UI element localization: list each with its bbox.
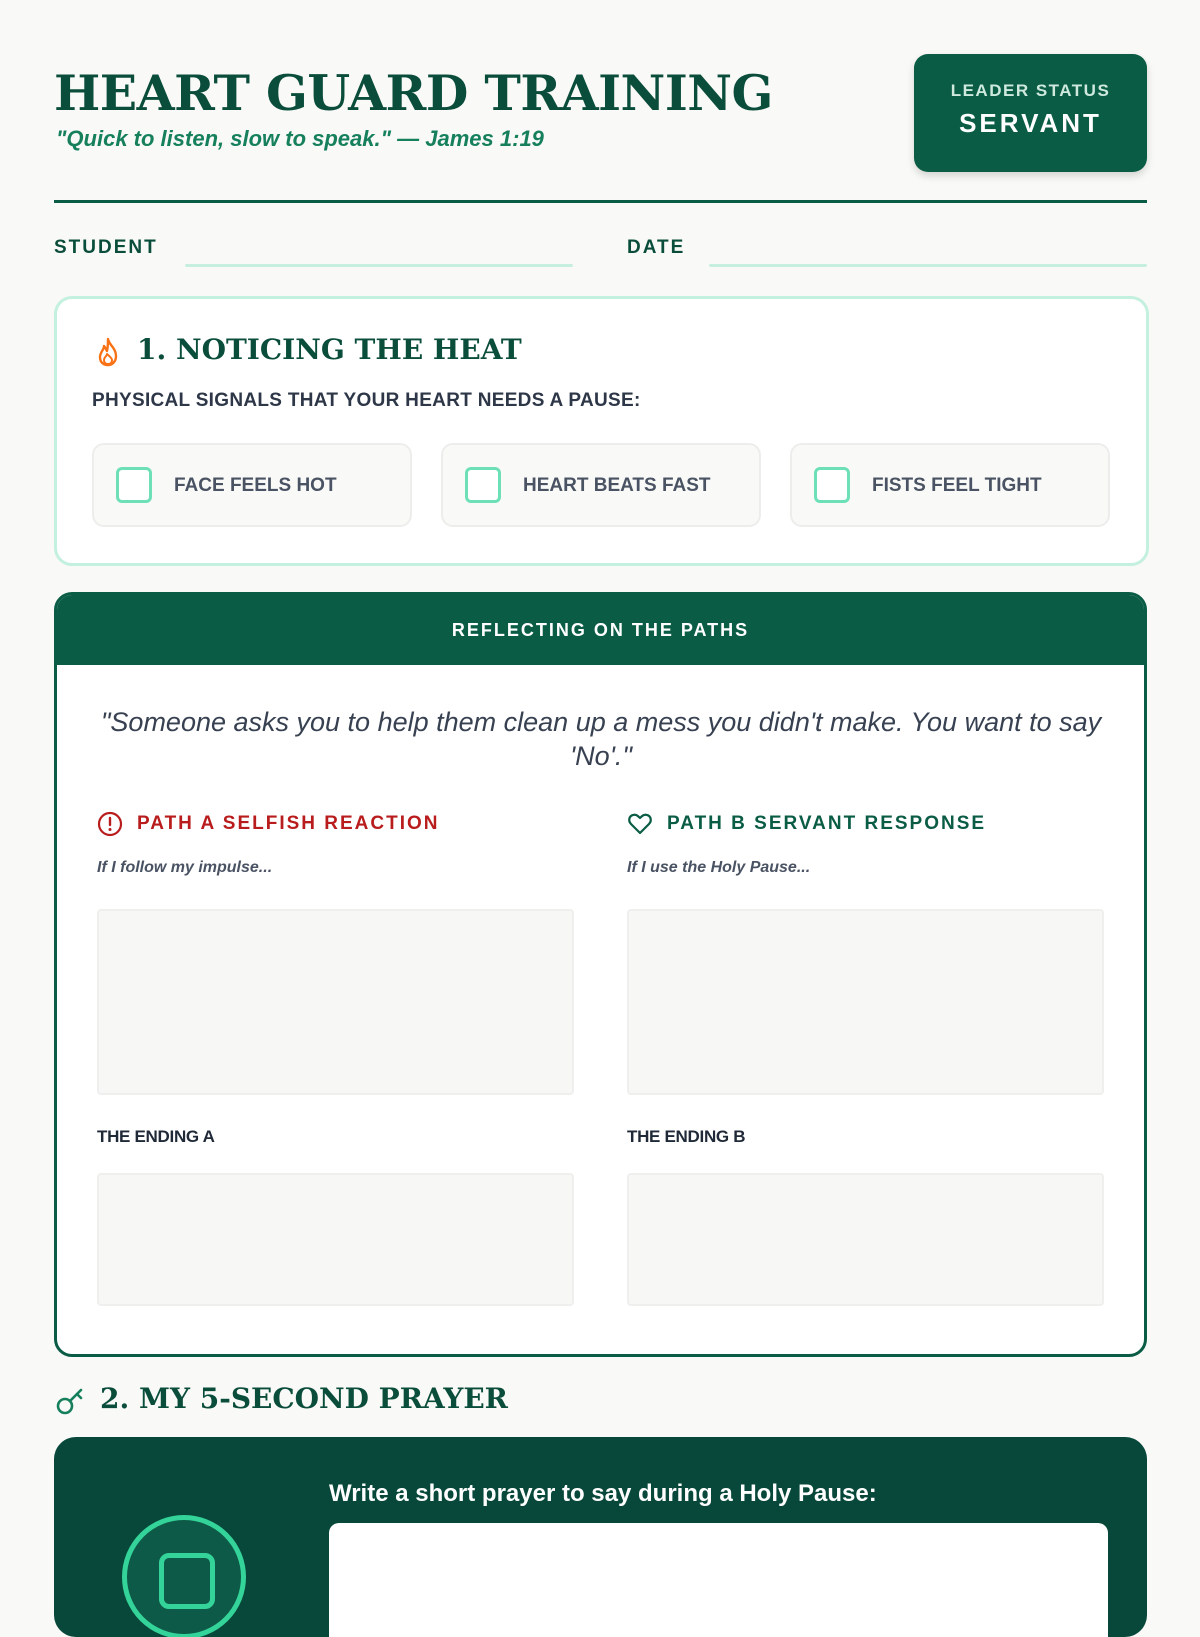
signal-checkbox[interactable]: [465, 467, 501, 503]
ending-b-answer-box[interactable]: [627, 1173, 1104, 1306]
path-a-header: [97, 809, 574, 839]
path-a-column: [97, 809, 574, 1146]
signal-label: FACE FEELS HOT: [174, 475, 337, 496]
signal-option[interactable]: [92, 443, 412, 527]
prayer-prompt: Write a short prayer to say during a Holy Pause:: [329, 1480, 877, 1507]
prayer-panel: [54, 1437, 1147, 1637]
signal-checkbox[interactable]: [116, 467, 152, 503]
path-a-prompt: If I follow my impulse...: [97, 859, 273, 876]
date-field[interactable]: [709, 264, 1147, 267]
key-icon: [54, 1385, 86, 1417]
section1-title: 1. NOTICING THE HEAT: [137, 333, 522, 366]
path-b-prompt: If I use the Holy Pause...: [627, 859, 811, 876]
section-noticing-the-heat: [54, 296, 1149, 566]
alert-circle-icon: [97, 811, 123, 837]
ending-a-answer-box[interactable]: [97, 1173, 574, 1306]
student-field[interactable]: [185, 264, 573, 267]
heart-icon: [627, 811, 653, 837]
path-b-column: [627, 809, 1104, 1146]
header: [54, 54, 1147, 203]
signal-option[interactable]: [790, 443, 1110, 527]
flame-icon: [95, 337, 121, 367]
info-fields: [54, 228, 1147, 268]
path-a-answer-box[interactable]: [97, 909, 574, 1095]
status-value: SERVANT: [959, 108, 1102, 138]
leader-status-badge: [914, 54, 1147, 172]
path-b-title: PATH B SERVANT RESPONSE: [667, 813, 987, 834]
scenario-text: "Someone asks you to help them clean up a mess you didn't make. You want to say 'No'.": [100, 707, 1102, 771]
section2-title: 2. MY 5-SECOND PRAYER: [100, 1382, 508, 1415]
student-label: STUDENT: [54, 237, 158, 258]
pause-badge: [122, 1515, 246, 1637]
prayer-input[interactable]: [329, 1523, 1108, 1637]
date-label: DATE: [627, 237, 686, 258]
path-a-title: PATH A SELFISH REACTION: [137, 813, 440, 834]
signal-label: FISTS FEEL TIGHT: [872, 475, 1042, 496]
section-reflecting-on-paths: [54, 592, 1147, 1357]
paths-header: REFLECTING ON THE PATHS: [57, 595, 1144, 665]
verse-quote: "Quick to listen, slow to speak." — James 1:19: [56, 126, 544, 151]
status-label: LEADER STATUS: [950, 81, 1111, 100]
page-title: HEART GUARD TRAINING: [54, 64, 773, 122]
ending-b-label: THE ENDING B: [627, 1127, 746, 1146]
section1-subtitle: PHYSICAL SIGNALS THAT YOUR HEART NEEDS A PAUSE:: [92, 390, 641, 411]
path-b-header: [627, 809, 1104, 839]
signal-checkbox[interactable]: [814, 467, 850, 503]
signal-label: HEART BEATS FAST: [523, 475, 711, 496]
stop-square-icon: [159, 1553, 215, 1609]
ending-a-label: THE ENDING A: [97, 1127, 215, 1146]
path-b-answer-box[interactable]: [627, 909, 1104, 1095]
signal-option[interactable]: [441, 443, 761, 527]
